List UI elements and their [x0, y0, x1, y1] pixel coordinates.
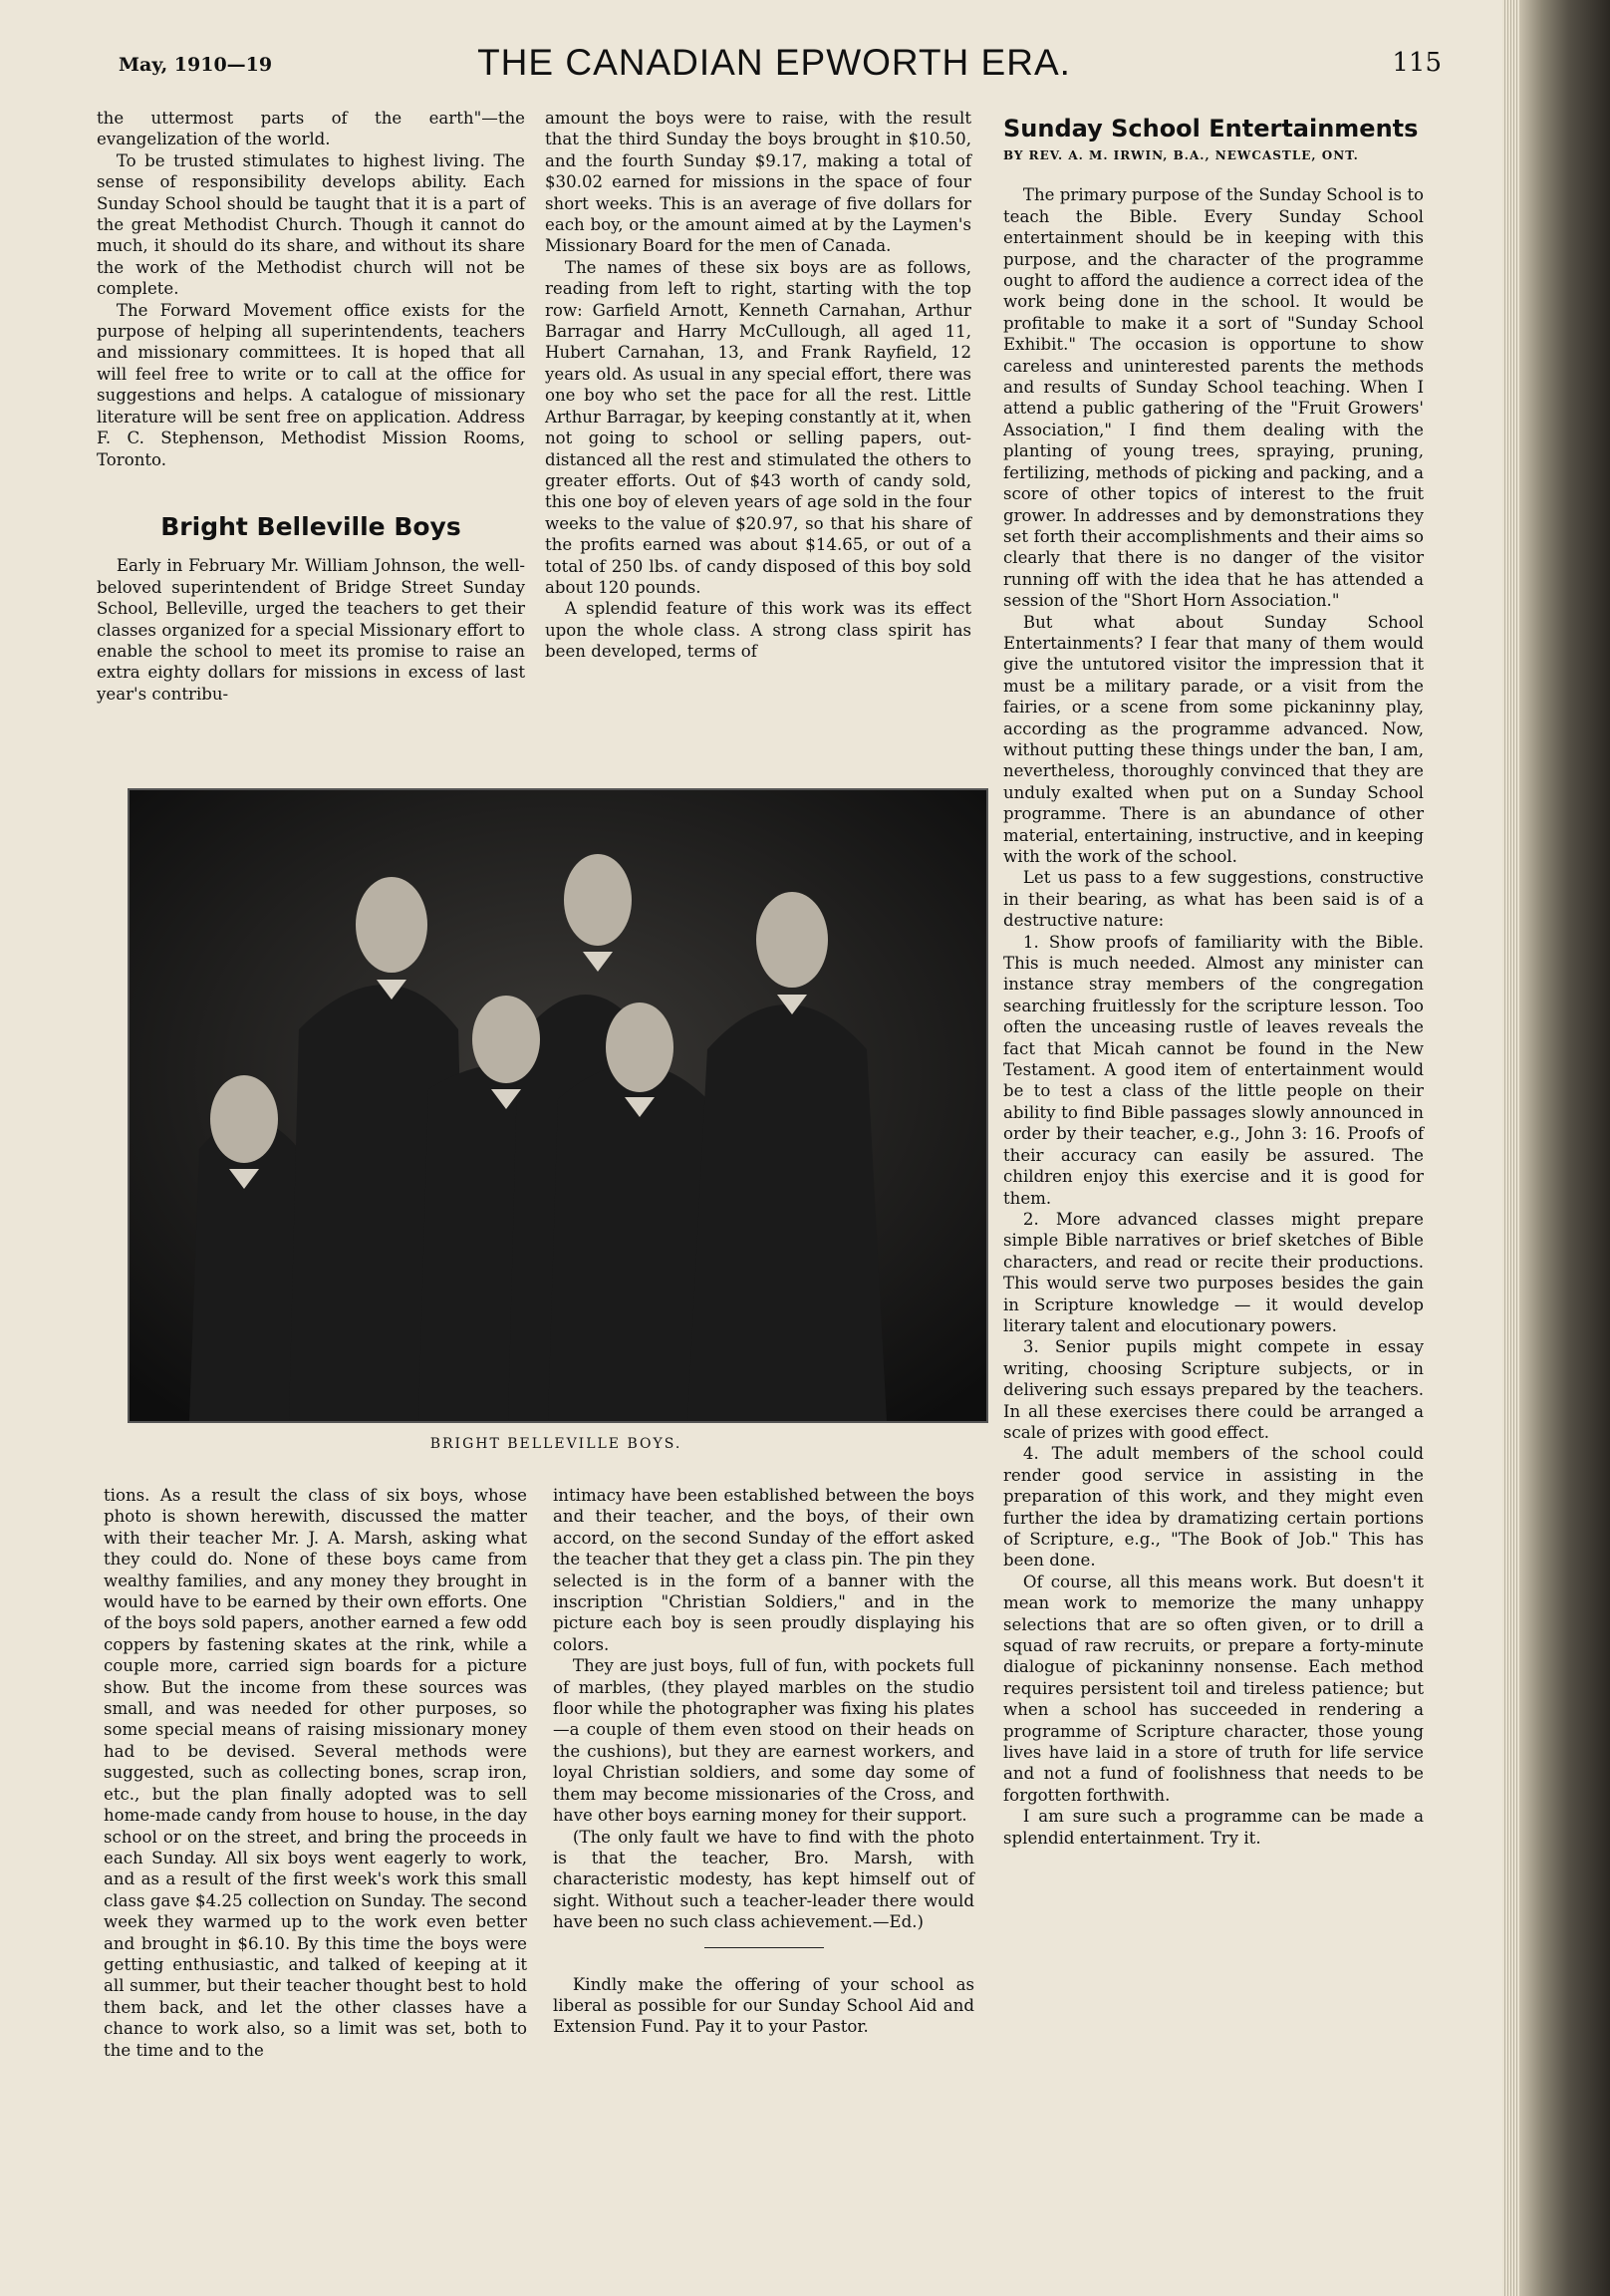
group-photo — [128, 788, 988, 1423]
paragraph: Kindly make the offering of your school as liberal as possible for our Sunday School Aid and Extension Fund. Pay it to your Pastor. — [553, 1974, 974, 2037]
paragraph: intimacy have been established between the boys and their teacher, and the boys, of their own accord, on the second Sunday of the effort asked the teacher that they get a class pin. The pin they selected is in the form of a banner with the inscription "Christian Soldiers," and in the picture each boy is seen proudly displaying his colors. — [553, 1486, 974, 1654]
paragraph: Of course, all this means work. But doesn't it mean work to memorize the many unhappy selections that are so often given, or to drill a squad of raw recruits, or prepare a forty-minute dialogue of pickaninny nonsense. Each method requires persistent toil and tireless patience; but when a school has succeeded in rendering a programme of Scripture character, those young lives have laid in a store of truth for life service and not a fund of foolishness that needs to be forgotten forthwith. — [1003, 1572, 1424, 1805]
article-heading-sunday-school-entertainments: Sunday School Entertainments — [1003, 115, 1419, 143]
paragraph: But what about Sunday School Entertainments? I fear that many of them would give the untutored visitor the impression that it must be a military parade, or a visit from the fairies, or a scene from some pickaninny play, according as the programme advanced. Now, without putting these things under the ban, I am, nevertheless, thoroughly convinced that they are unduly exalted when put on a Sunday School programme. There is an abundance of other material, entertaining, instructive, and in keeping with the work of the school. — [1003, 612, 1424, 866]
paragraph: the uttermost parts of the earth"—the evangelization of the world. — [97, 109, 525, 149]
article-heading-bright-belleville-boys: Bright Belleville Boys — [160, 511, 461, 541]
paragraph: amount the boys were to raise, with the result that the third Sunday the boys brought in $10.50, and the fourth Sunday $9.17, making a total of $30.02 earned for missions in the space of four short weeks. This is an average of five dollars for each boy, or the amount aimed at by the Laymen's Missionary Board for the men of Canada. — [545, 109, 971, 256]
boys-photo-illustration — [130, 790, 986, 1421]
column-2-bottom — [553, 1485, 974, 2038]
paragraph: 3. Senior pupils might compete in essay writing, choosing Scripture subjects, or in delivering such essays prepared by the teachers. In all these exercises there could be arranged a scale of prizes with good effect. — [1003, 1337, 1424, 1442]
paragraph: tions. As a result the class of six boys, whose photo is shown herewith, discussed the matter with their teacher Mr. J. A. Marsh, asking what they could do. None of these boys came from wealthy families, and any money they brought in would have to be earned by their own efforts. One of the boys sold papers, another earned a few odd coppers by fastening skates at the rink, while a couple more, carried sign boards for a picture show. But the income from these sources was small, and was needed for other purposes, so some special means of raising missionary money had to be devised. Several methods were suggested, such as collecting bones, scrap iron, etc., but the plan finally adopted was to sell home-made candy from house to house, in the day school or on the street, and bring the proceeds in each Sunday. All six boys went eagerly to work, and as a result of the first week's work this small class gave $4.25 collection on Sunday. The second week they warmed up to the work even better and brought in $6.10. By this time the boys were getting enthusiastic, and talked of keeping at it all summer, but their teacher thought best to hold them back, and let the other classes have a chance to work also, so a limit was set, both to the time and to the — [104, 1486, 527, 2060]
paragraph: (The only fault we have to find with the photo is that the teacher, Bro. Marsh, with characteristic modesty, has kept himself out of sight. Without such a teacher-leader there would have been no such class achievement.—Ed.) — [553, 1827, 974, 1932]
column-1-bottom — [104, 1485, 527, 2061]
paragraph: The Forward Movement office exists for the purpose of helping all superintendents, teachers and missionary committees. It is hoped that all will feel free to write or to call at the office for suggestions and helps. A catalogue of missionary literature will be sent free on application. Address F. C. Stephenson, Methodist Mission Rooms, Toronto. — [97, 300, 525, 469]
paragraph: Let us pass to a few suggestions, constructive in their bearing, as what has been said is of a destructive nature: — [1003, 868, 1424, 931]
paragraph: 4. The adult members of the school could render good service in assisting in the preparation of this work, and they might even further the idea by dramatizing certain portions of Scripture, e.g., "The Book of Job." This has been done. — [1003, 1444, 1424, 1571]
magazine-title: THE CANADIAN EPWORTH ERA. — [477, 42, 1071, 83]
paragraph: 1. Show proofs of familiarity with the Bible. This is much needed. Almost any minister can instance stray members of the congregation searching fruitlessly for the scripture lesson. Too often the unceasing rustle of leaves reveals the fact that Micah cannot be found in the New Testament. A good item of entertainment would be to test a class of the little people on their ability to find Bible passages slowly announced in order by their teacher, e.g., John 3: 16. Proofs of their accuracy can easily be assured. The children enjoy this exercise and it is good for them. — [1003, 932, 1424, 1208]
article-byline: BY REV. A. M. IRWIN, B.A., NEWCASTLE, ONT. — [1003, 148, 1359, 162]
paragraph: 2. More advanced classes might prepare simple Bible narratives or brief sketches of Bible characters, and read or recite their productions. This would serve two purposes besides the gain in Scripture knowledge — it would develop literary talent and elocutionary powers. — [1003, 1209, 1424, 1335]
photo-caption: BRIGHT BELLEVILLE BOYS. — [429, 1436, 682, 1452]
page-number: 115 — [1392, 48, 1442, 78]
column-1-top — [97, 108, 525, 705]
issue-date: May, 1910—19 — [119, 54, 273, 76]
column-2-top — [545, 108, 971, 663]
section-divider — [704, 1947, 824, 1948]
column-3 — [1003, 108, 1424, 1849]
paragraph: The primary purpose of the Sunday School is to teach the Bible. Every Sunday School entertainment should be in keeping with this purpose, and the character of the programme ought to afford the audience a correct idea of the work being done in the school. It would be profitable to make it a sort of "Sunday School Exhibit." The occasion is opportune to show careless and uninterested parents the methods and results of Sunday School teaching. When I attend a public gathering of the "Fruit Growers' Association," I find them dealing with the planting of young trees, spraying, pruning, fertilizing, methods of picking and packing, and a score of other topics of interest to the fruit grower. In addresses and by demonstrations they set forth their accomplishments and their aims so clearly that there is no danger of the visitor running off with the idea that he has attended a session of the "Short Horn Association." — [1003, 185, 1424, 611]
paragraph: The names of these six boys are as follows, reading from left to right, starting with the top row: Garfield Arnott, Kenneth Carnahan, Arthur Barragar and Harry McCullough, all aged 11, Hubert Carnahan, 13, and Frank Rayfield, 12 years old. As usual in any special effort, there was one boy who set the pace for all the rest. Little Arthur Barragar, by keeping constantly at it, when not going to school or selling papers, out-distanced all the rest and stimulated the others to greater efforts. Out of $43 worth of candy sold, this one boy of eleven years of age sold in the four weeks to the value of $20.97, so that his share of the profits earned was about $14.65, or out of a total of 250 lbs. of candy disposed of this boy sold about 120 pounds. — [545, 257, 971, 597]
paragraph: Early in February Mr. William Johnson, the well-beloved superintendent of Bridge Street Sunday School, Belleville, urged the teachers to get their classes organized for a special Missionary effort to enable the school to meet its promise to raise an extra eighty dollars for missions in excess of last year's contribu- — [97, 556, 525, 704]
paragraph: A splendid feature of this work was its effect upon the whole class. A strong class spirit has been developed, terms of — [545, 599, 971, 662]
paragraph: They are just boys, full of fun, with pockets full of marbles, (they played marbles on the studio floor while the photographer was fixing his plates—a couple of them even stood on their heads on the cushions), but they are earnest workers, and loyal Christian soldiers, and some day some of them may become missionaries of the Cross, and have other boys earning money for their support. — [553, 1656, 974, 1826]
paragraph: To be trusted stimulates to highest living. The sense of responsibility develops ability. Each Sunday School should be taught that it is a part of the great Methodist Church. Though it cannot do much, it should do its share, and without its share the work of the Methodist church will not be complete. — [97, 150, 525, 299]
book-binding — [1519, 0, 1610, 2296]
page-header — [97, 42, 1452, 100]
paragraph: I am sure such a programme can be made a splendid entertainment. Try it. — [1003, 1807, 1424, 1848]
